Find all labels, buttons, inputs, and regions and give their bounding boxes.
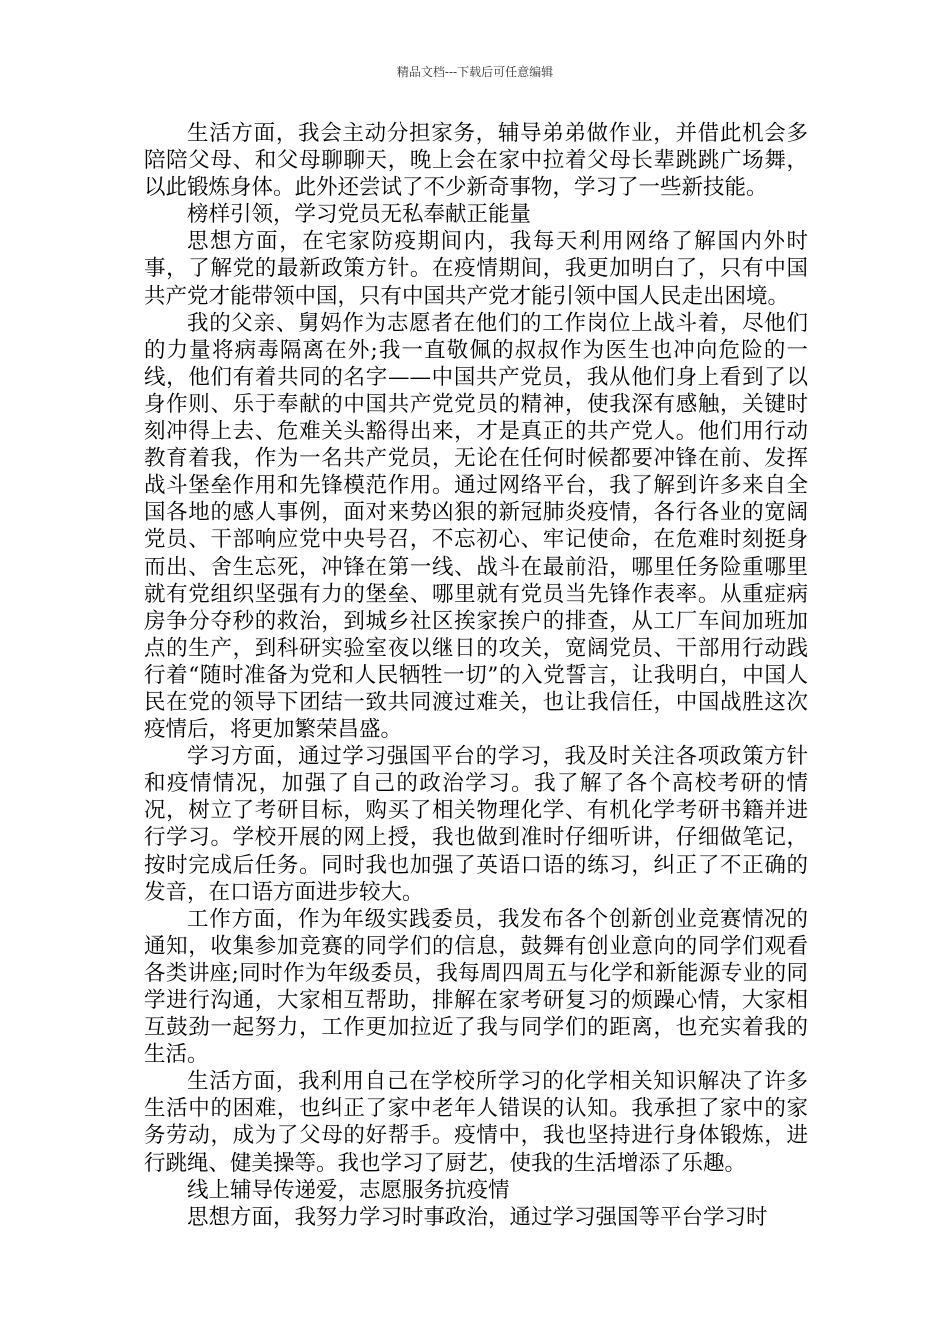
document-body: [144, 120, 808, 1231]
paragraph-thought-1: 思想方面，在宅家防疫期间内，我每天利用网络了解国内外时事，了解党的最新政策方针。在疫情期间，我更加明白了，只有中国共产党才能带领中国，只有中国共产党才能引领中国人民走出困境。: [144, 229, 808, 309]
paragraph-work: 工作方面，作为年级实践委员，我发布各个创新创业竞赛情况的通知，收集参加竞赛的同学们的信息，鼓舞有创业意向的同学们观看各类讲座;同时作为年级委员，我每周四周五与化学和新能源专业的同学进行沟通，大家相互帮助，排解在家考研复习的烦躁心情，大家相互鼓劲一起努力，工作更加拉近了我与同学们的距离，也充实着我的生活。: [144, 906, 808, 1068]
page-header: 精品文档---下载后可任意编辑: [396, 65, 554, 79]
paragraph-life-2: 生活方面，我利用自己在学校所学习的化学相关知识解决了许多生活中的困难，也纠正了家中老年人错误的认知。我承担了家中的家务劳动，成为了父母的好帮手。疫情中，我也坚持进行身体锻炼，进行跳绳、健美操等。我也学习了厨艺，使我的生活增添了乐趣。: [144, 1069, 808, 1176]
paragraph-thought-2: 思想方面，我努力学习时事政治，通过学习强国等平台学习时: [187, 1204, 768, 1230]
paragraph-study: 学习方面，通过学习强国平台的学习，我及时关注各项政策方针和疫情情况，加强了自己的政治学习。我了解了各个高校考研的情况，树立了考研目标，购买了相关物理化学、有机化学考研书籍并进行学习。学校开展的网上授，我也做到准时仔细听讲，仔细做笔记，按时完成后任务。同时我也加强了英语口语的练习，纠正了不正确的发音，在口语方面进步较大。: [144, 744, 808, 905]
section-heading-volunteer: 线上辅导传递爱，志愿服务抗疫情: [187, 1177, 510, 1203]
paragraph-family-example: 我的父亲、舅妈作为志愿者在他们的工作岗位上战斗着，尽他们的力量将病毒隔离在外;我一直敬佩的叔叔作为医生也冲向危险的一线，他们有着共同的名字——中国共产党员，我从他们身上看到了以身作则、乐于奉献的中国共产党党员的精神，使我深有感触，关键时刻冲得上去、危难关头豁得出来，才是真正的共产党人。他们用行动教育着我，作为一名共产党员，无论在任何时候都要冲锋在前、发挥战斗堡垒作用和先锋模范作用。通过网络平台，我了解到许多来自全国各地的感人事例，面对来势凶狠的新冠肺炎疫情，各行各业的宽阔党员、干部响应党中央号召，不忘初心、牢记使命，在危难时刻挺身而出、舍生忘死，冲锋在第一线、战斗在最前沿，哪里任务险重哪里就有党组织坚强有力的堡垒、哪里就有党员当先锋作表率。从重症病房争分夺秒的救治，到城乡社区挨家挨户的排查，从工厂车间加班加点的生产，到科研实验室夜以继日的攻关，宽阔党员、干部用行动践行着“随时准备为党和人民牺牲一切”的入党誓言，让我明白，中国人民在党的领导下团结一致共同渡过难关，也让我信任，中国战胜这次疫情后，将更加繁荣昌盛。: [144, 310, 808, 743]
paragraph-life-1: 生活方面，我会主动分担家务，辅导弟弟做作业，并借此机会多陪陪父母、和父母聊聊天，晚上会在家中拉着父母长辈跳跳广场舞，以此锻炼身体。此外还尝试了不少新奇事物，学习了一些新技能。: [144, 121, 808, 201]
section-heading-role-model: 榜样引领，学习党员无私奉献正能量: [187, 202, 532, 228]
